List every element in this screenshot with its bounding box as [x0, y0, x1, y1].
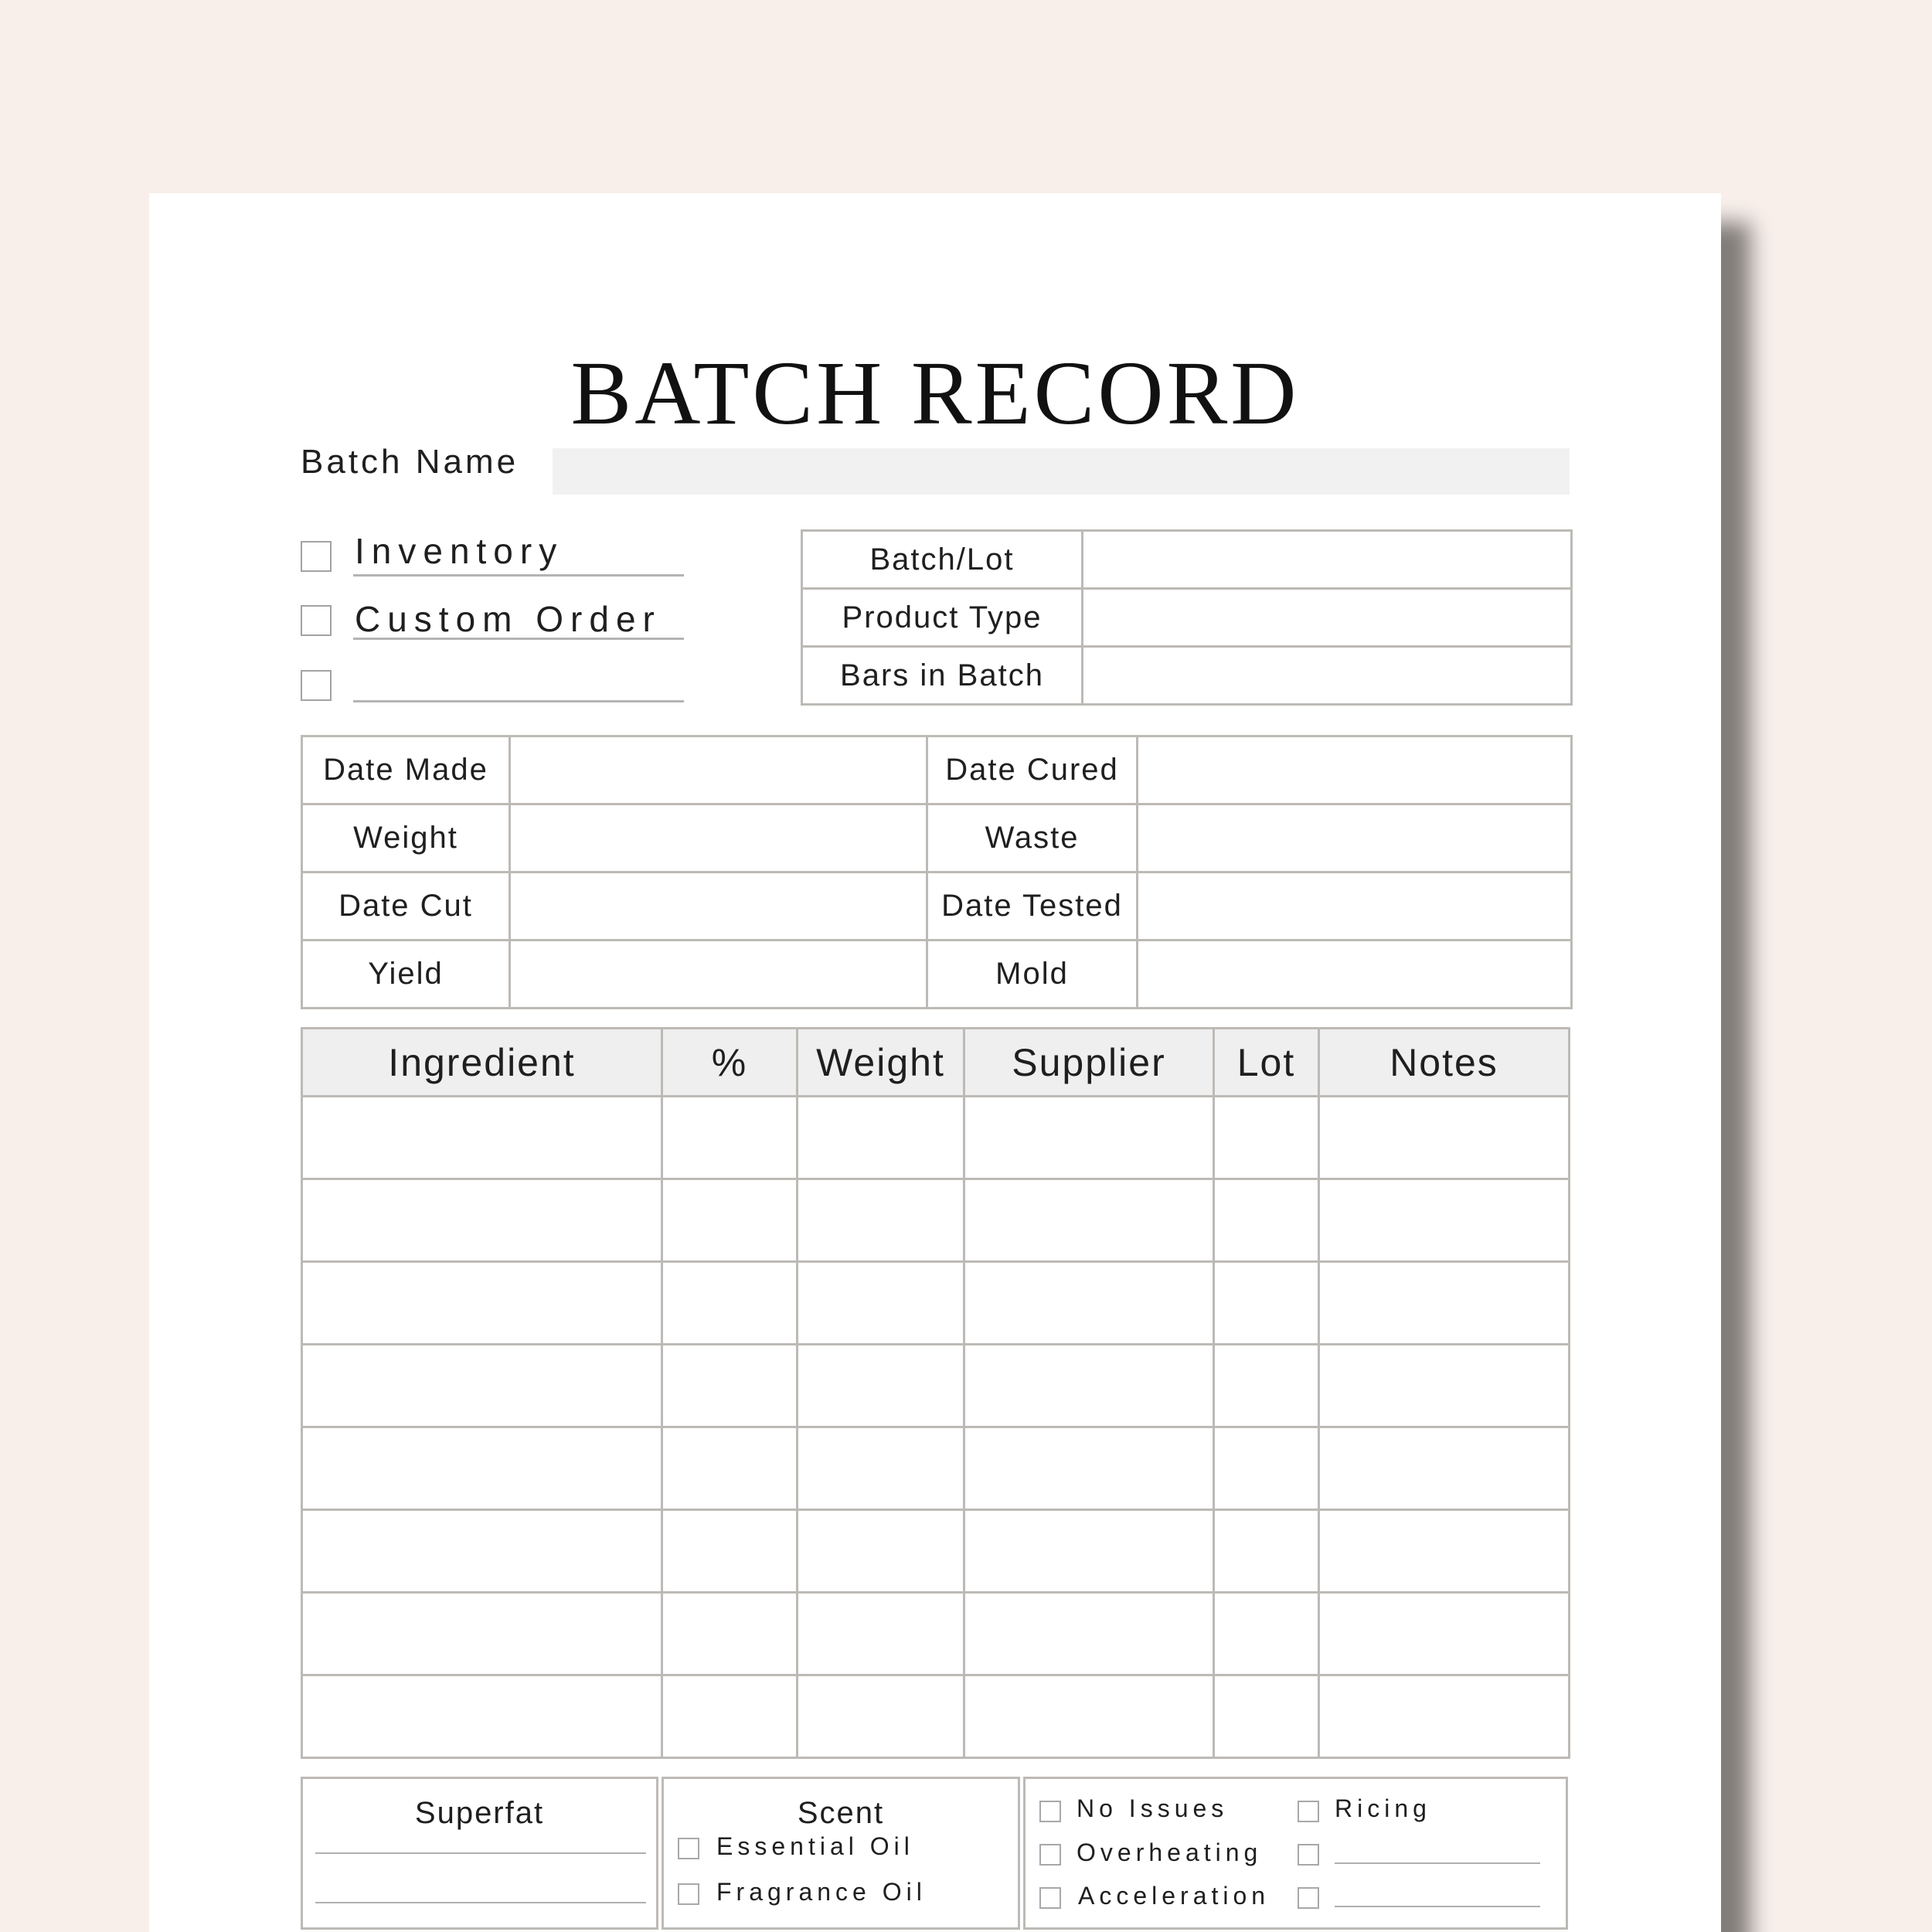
supplier-cell[interactable] [964, 1179, 1214, 1262]
percent-cell[interactable] [662, 1262, 798, 1345]
no-issues-label: No Issues [1077, 1794, 1229, 1822]
other-checkbox[interactable] [301, 670, 332, 701]
table-row [302, 1510, 1570, 1593]
batch-lot-field[interactable] [1083, 531, 1572, 589]
superfat-line-2[interactable] [315, 1902, 646, 1903]
notes-header: Notes [1319, 1029, 1570, 1097]
ingredients-header-row [302, 1029, 1570, 1097]
date-cut-field[interactable] [510, 872, 927, 940]
batch-record-sheet [149, 193, 1721, 1932]
lot-cell[interactable] [1214, 1427, 1319, 1510]
date-tested-label: Date Tested [927, 872, 1138, 940]
table-row [302, 1345, 1570, 1427]
ingredient-cell[interactable] [302, 1262, 662, 1345]
weight-cell[interactable] [798, 1427, 964, 1510]
date-cut-label: Date Cut [302, 872, 510, 940]
lot-cell[interactable] [1214, 1179, 1319, 1262]
table-row [302, 1593, 1570, 1675]
date-tested-field[interactable] [1138, 872, 1572, 940]
table-row [302, 1262, 1570, 1345]
supplier-cell[interactable] [964, 1262, 1214, 1345]
lot-header: Lot [1214, 1029, 1319, 1097]
weight-cell[interactable] [798, 1510, 964, 1593]
bars-in-batch-field[interactable] [1083, 647, 1572, 705]
mold-field[interactable] [1138, 940, 1572, 1009]
ingredient-cell[interactable] [302, 1427, 662, 1510]
percent-cell[interactable] [662, 1097, 798, 1179]
supplier-cell[interactable] [964, 1510, 1214, 1593]
ingredients-table [301, 1027, 1570, 1759]
weight-cell[interactable] [798, 1675, 964, 1758]
date-made-label: Date Made [302, 736, 510, 804]
lot-cell[interactable] [1214, 1510, 1319, 1593]
supplier-cell[interactable] [964, 1675, 1214, 1758]
product-type-label: Product Type [802, 589, 1083, 647]
supplier-cell[interactable] [964, 1345, 1214, 1427]
mold-label: Mold [927, 940, 1138, 1009]
weight-label: Weight [302, 804, 510, 872]
custom-order-checkbox[interactable] [301, 605, 332, 636]
table-row [302, 1179, 1570, 1262]
ingredient-cell[interactable] [302, 1345, 662, 1427]
supplier-cell[interactable] [964, 1097, 1214, 1179]
weight-field[interactable] [510, 804, 927, 872]
fragrance-oil-checkbox[interactable] [678, 1883, 699, 1905]
percent-header: % [662, 1029, 798, 1097]
custom-order-line [353, 638, 684, 640]
inventory-label: Inventory [355, 531, 564, 571]
product-type-field[interactable] [1083, 589, 1572, 647]
page-title: BATCH RECORD [570, 342, 1300, 444]
lot-cell[interactable] [1214, 1262, 1319, 1345]
percent-cell[interactable] [662, 1593, 798, 1675]
ingredient-header: Ingredient [302, 1029, 662, 1097]
waste-label: Waste [927, 804, 1138, 872]
batch-name-label: Batch Name [301, 443, 519, 481]
weight-cell[interactable] [798, 1345, 964, 1427]
notes-cell[interactable] [1319, 1593, 1570, 1675]
other-issue-checkbox-2[interactable] [1298, 1887, 1319, 1909]
notes-cell[interactable] [1319, 1262, 1570, 1345]
ingredient-cell[interactable] [302, 1179, 662, 1262]
waste-field[interactable] [1138, 804, 1572, 872]
batch-lot-label: Batch/Lot [802, 531, 1083, 589]
acceleration-label: Acceleration [1078, 1882, 1270, 1910]
fragrance-oil-label: Fragrance Oil [716, 1878, 927, 1906]
scent-title: Scent [797, 1796, 885, 1830]
percent-cell[interactable] [662, 1675, 798, 1758]
yield-field[interactable] [510, 940, 927, 1009]
supplier-header: Supplier [964, 1029, 1214, 1097]
scent-box [662, 1777, 1020, 1930]
percent-cell[interactable] [662, 1179, 798, 1262]
yield-label: Yield [302, 940, 510, 1009]
no-issues-checkbox[interactable] [1039, 1801, 1061, 1822]
dates-table [301, 735, 1573, 1009]
other-issue-checkbox-1[interactable] [1298, 1844, 1319, 1866]
percent-cell[interactable] [662, 1345, 798, 1427]
inventory-line [353, 574, 684, 577]
notes-cell[interactable] [1319, 1179, 1570, 1262]
notes-cell[interactable] [1319, 1510, 1570, 1593]
percent-cell[interactable] [662, 1427, 798, 1510]
weight-cell[interactable] [798, 1593, 964, 1675]
notes-cell[interactable] [1319, 1345, 1570, 1427]
batch-name-field[interactable] [553, 448, 1570, 495]
notes-cell[interactable] [1319, 1097, 1570, 1179]
date-cured-field[interactable] [1138, 736, 1572, 804]
custom-order-label: Custom Order [355, 599, 662, 639]
other-issue-line-1[interactable] [1335, 1862, 1540, 1864]
batch-lot-table [801, 529, 1573, 706]
weight-header: Weight [798, 1029, 964, 1097]
date-made-field[interactable] [510, 736, 927, 804]
bars-in-batch-label: Bars in Batch [802, 647, 1083, 705]
ingredient-cell[interactable] [302, 1675, 662, 1758]
weight-cell[interactable] [798, 1179, 964, 1262]
table-row [302, 1097, 1570, 1179]
inventory-checkbox[interactable] [301, 541, 332, 572]
overheating-checkbox[interactable] [1039, 1844, 1061, 1866]
percent-cell[interactable] [662, 1510, 798, 1593]
other-issue-line-2[interactable] [1335, 1906, 1540, 1907]
ingredient-cell[interactable] [302, 1593, 662, 1675]
supplier-cell[interactable] [964, 1593, 1214, 1675]
superfat-title: Superfat [414, 1796, 545, 1830]
lot-cell[interactable] [1214, 1675, 1319, 1758]
weight-cell[interactable] [798, 1262, 964, 1345]
lot-cell[interactable] [1214, 1097, 1319, 1179]
superfat-box [301, 1777, 658, 1930]
weight-cell[interactable] [798, 1097, 964, 1179]
acceleration-checkbox[interactable] [1039, 1887, 1061, 1909]
table-row [302, 1427, 1570, 1510]
supplier-cell[interactable] [964, 1427, 1214, 1510]
ingredient-cell[interactable] [302, 1510, 662, 1593]
date-cured-label: Date Cured [927, 736, 1138, 804]
notes-cell[interactable] [1319, 1427, 1570, 1510]
table-row [302, 1675, 1570, 1758]
essential-oil-checkbox[interactable] [678, 1838, 699, 1859]
superfat-line-1[interactable] [315, 1852, 646, 1854]
ricing-checkbox[interactable] [1298, 1801, 1319, 1822]
ricing-label: Ricing [1335, 1794, 1431, 1822]
lot-cell[interactable] [1214, 1345, 1319, 1427]
issues-box [1023, 1777, 1568, 1930]
ingredient-cell[interactable] [302, 1097, 662, 1179]
overheating-label: Overheating [1077, 1838, 1263, 1866]
lot-cell[interactable] [1214, 1593, 1319, 1675]
notes-cell[interactable] [1319, 1675, 1570, 1758]
other-write-in-line[interactable] [353, 700, 684, 702]
essential-oil-label: Essential Oil [716, 1832, 914, 1860]
